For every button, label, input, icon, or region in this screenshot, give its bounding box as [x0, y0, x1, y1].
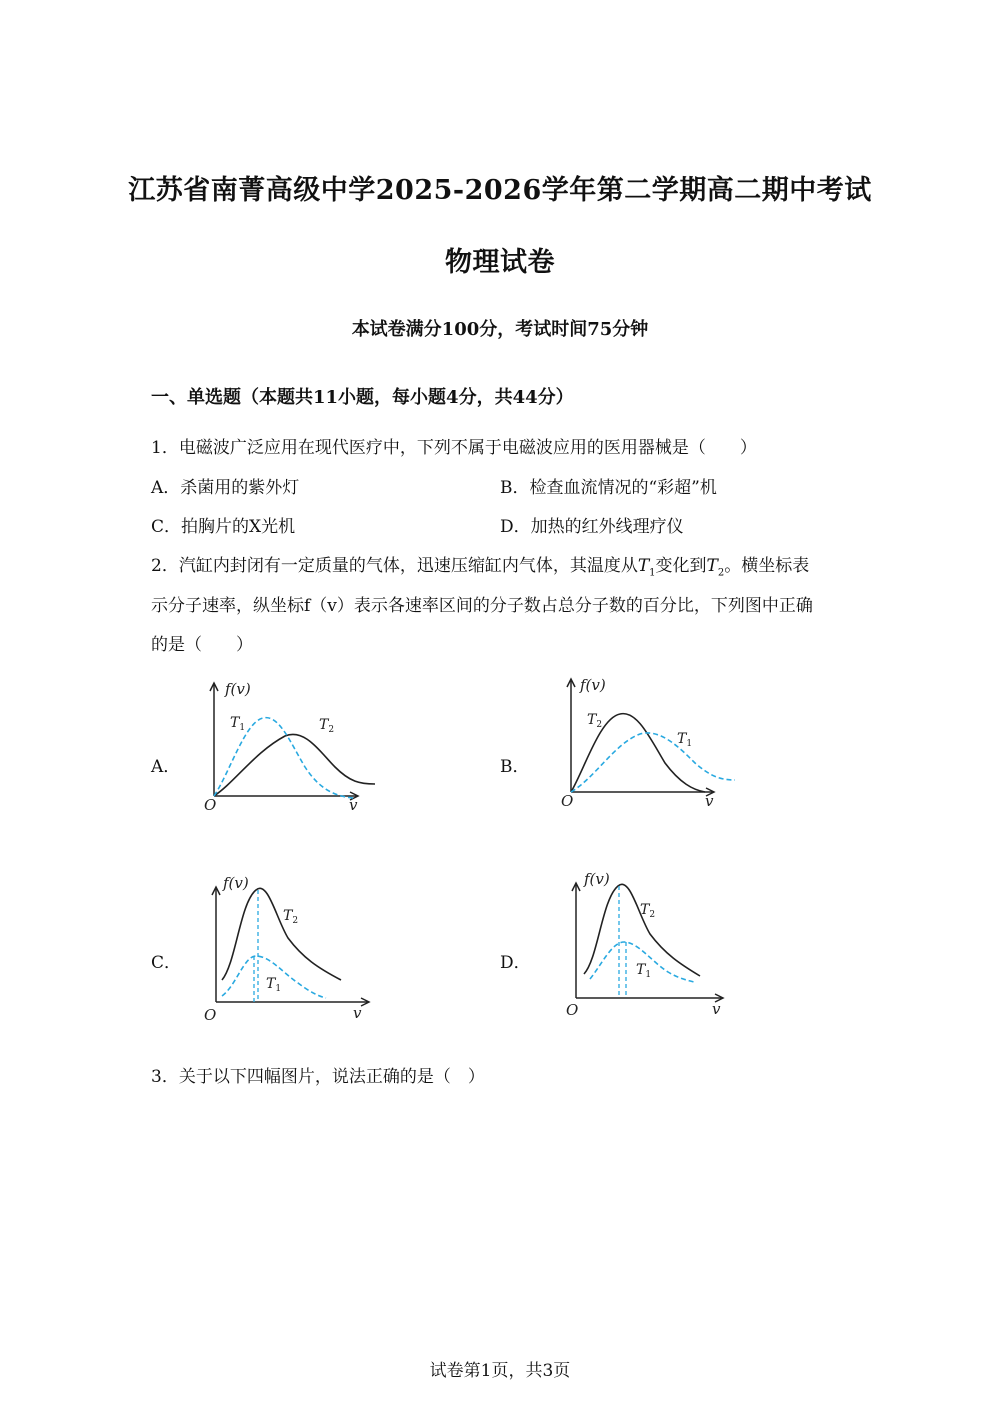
q1-option-a: A．杀菌用的紫外灯 — [151, 478, 300, 498]
graph-c-fv-label: f(v) — [223, 874, 249, 892]
q2-t1-subscript: 1 — [649, 567, 656, 579]
q2-option-d-label: D． — [500, 953, 531, 973]
graph-c-t2-label: $T_2$ — [283, 908, 299, 926]
graph-d-v-label: v — [712, 1000, 721, 1018]
q2-line1-part-c: 。横坐标表 — [724, 556, 810, 576]
graph-b-t1-label: $T_1$ — [677, 731, 693, 749]
q2-t2-symbol: T — [706, 556, 718, 576]
q2-stem-line3: 的是（ ） — [151, 635, 253, 655]
q2-option-a-label: A． — [151, 757, 181, 777]
graph-c-t2-curve — [222, 888, 341, 980]
graph-a-fv-label: f(v) — [225, 680, 251, 698]
q2-option-b-label: B． — [500, 757, 530, 777]
graph-b — [555, 668, 745, 818]
graph-d-origin-label: O — [566, 1001, 579, 1019]
q3-stem: 3．关于以下四幅图片，说法正确的是（ ） — [151, 1067, 485, 1087]
graph-b-fv-label: f(v) — [580, 676, 606, 694]
graph-a-origin-label: O — [204, 796, 217, 814]
exam-subject: 物理试卷 — [445, 247, 555, 278]
q2-stem-line2: 示分子速率，纵坐标f（v）表示各速率区间的分子数占总分子数的百分比，下列图中正确 — [151, 596, 813, 616]
q2-t1-symbol: T — [637, 556, 650, 576]
graph-d — [560, 864, 750, 1019]
q1-option-b: B．检查血流情况的“彩超”机 — [500, 478, 717, 498]
graph-a-t2-label: $T_2$ — [319, 717, 335, 735]
exam-title: 江苏省南菁高级中学2025-2026学年第二学期高二期中考试 — [128, 175, 872, 206]
graph-d-axes — [572, 883, 723, 1002]
q2-t2-subscript: 2 — [717, 567, 725, 579]
q2-line1-part-a: 2．汽缸内封闭有一定质量的气体，迅速压缩缸内气体，其温度从 — [151, 556, 638, 576]
graph-b-v-label: v — [705, 792, 714, 810]
graph-d-t2-label: $T_2$ — [640, 902, 656, 920]
graph-c-t1-label: $T_1$ — [266, 976, 282, 994]
exam-info: 本试卷满分100分，考试时间75分钟 — [351, 319, 649, 340]
graph-b-origin-label: O — [561, 792, 574, 810]
graph-a — [195, 672, 385, 822]
graph-b-t2-label: $T_2$ — [587, 712, 603, 730]
graph-a-t1-label: $T_1$ — [230, 715, 246, 733]
graph-d-fv-label: f(v) — [584, 870, 610, 888]
q1-stem: 1．电磁波广泛应用在现代医疗中，下列不属于电磁波应用的医用器械是（ ） — [151, 438, 757, 458]
graph-d-t1-label: $T_1$ — [636, 962, 652, 980]
q1-option-c: C．拍胸片的X光机 — [151, 517, 296, 537]
q2-stem-line1 — [151, 554, 809, 585]
graph-b-axes — [567, 679, 714, 796]
graph-c-v-label: v — [353, 1004, 362, 1022]
graph-c — [198, 868, 388, 1023]
section-heading: 一、单选题（本题共11小题，每小题4分，共44分） — [151, 387, 574, 408]
page-footer: 试卷第1页，共3页 — [429, 1361, 571, 1381]
graph-a-axes — [210, 683, 358, 800]
graph-c-origin-label: O — [204, 1006, 217, 1023]
q1-option-d: D．加热的红外线理疗仪 — [500, 517, 684, 537]
graph-a-v-label: v — [349, 796, 358, 814]
q2-option-c-label: C． — [151, 953, 182, 973]
graph-a-t2-curve — [214, 734, 375, 796]
q2-line1-part-b: 变化到 — [655, 556, 707, 576]
